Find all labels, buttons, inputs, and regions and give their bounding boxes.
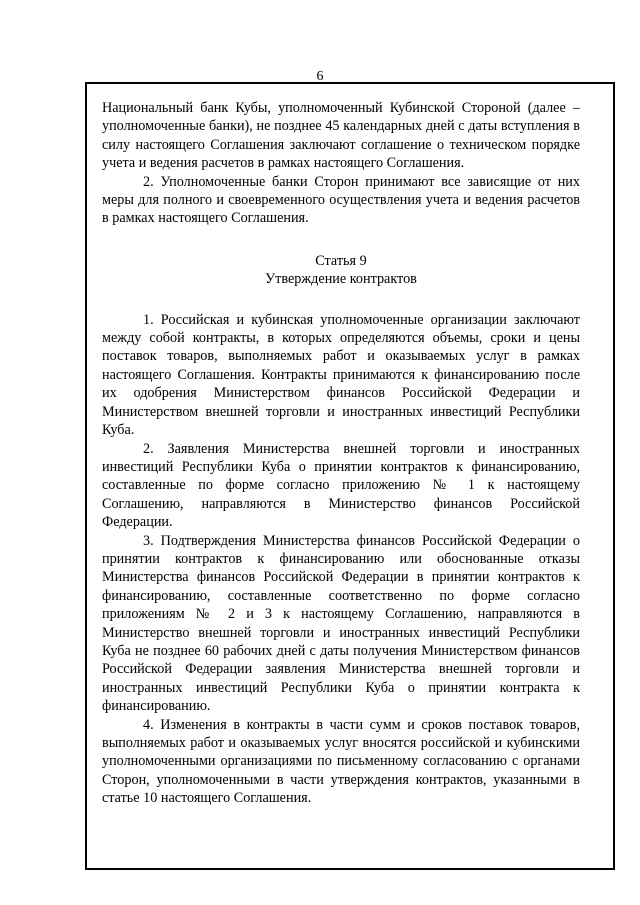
article-title: Утверждение контрактов	[265, 271, 417, 288]
paragraph: 1. Российская и кубинская уполномоченные организации заключают между собой контракты, в которых определяются объемы, сроки и цены поставок товаров, выполняемых работ и оказываемых услуг в рамках настоящего Соглашения. Контракты принимаются к финансированию после их одобрения Министерством финансов Российской Федерации и Министерством внешней торговли и иностранных инвестиций Республики Куба.	[102, 311, 580, 439]
article-number: Статья 9	[315, 252, 367, 269]
page-number: 6	[316, 69, 324, 84]
paragraph: 2. Заявления Министерства внешней торговли и иностранных инвестиций Республики Куба о принятии контрактов к финансированию, составленные по форме согласно приложению № 1 к настоящему Соглашению, направляются в Министерство финансов Российской Федерации.	[102, 440, 580, 531]
document-body	[102, 99, 580, 808]
paragraph: 3. Подтверждения Министерства финансов Российской Федерации о принятии контрактов к финансированию или обоснованные отказы Министерства финансов Российской Федерации в принятии контрактов к финансированию, составленные соответственно по форме согласно приложениям № 2 и 3 к настоящему Соглашению, направляются в Министерство внешней торговли и иностранных инвестиций Республики Куба не позднее 60 рабочих дней с даты получения Министерством финансов Российской Федерации заявления Министерства внешней торговли и иностранных инвестиций Республики Куба о принятии контракта к финансированию.	[102, 532, 580, 715]
paragraph: 4. Изменения в контракты в части сумм и сроков поставок товаров, выполняемых работ и оказываемых услуг вносятся российской и кубинскими уполномоченными организациями по письменному согласованию с органами Сторон, уполномоченными в части утверждения контрактов, указанными в статье 10 настоящего Соглашения.	[102, 716, 580, 807]
article-heading	[102, 252, 580, 289]
paragraph: 2. Уполномоченные банки Сторон принимают все зависящие от них меры для полного и своевременного осуществления учета и ведения расчетов в рамках настоящего Соглашения.	[102, 173, 580, 227]
paragraph: Национальный банк Кубы, уполномоченный Кубинской Стороной (далее – уполномоченные банки), не позднее 45 календарных дней с даты вступления в силу настоящего Соглашения заключают соглашение о техническом порядке учета и ведения расчетов в рамках настоящего Соглашения.	[102, 100, 580, 172]
